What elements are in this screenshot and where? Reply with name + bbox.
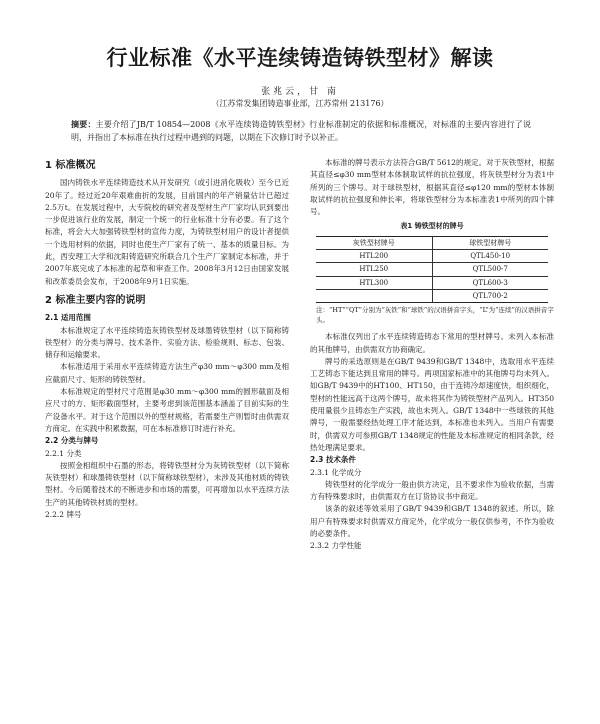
paragraph: 铸铁型材的化学成分一般由供方决定，且不要求作为验收依据，当需方有特殊要求时，由供需双方在订货协议书中商定。 xyxy=(310,479,554,502)
subsubsection-heading-2-2-1: 2.2.1 分类 xyxy=(45,448,82,458)
table-cell: HTL300 xyxy=(316,276,432,289)
table-header-cell: 灰铁型材牌号 xyxy=(316,236,432,249)
subsection-heading-2-3: 2.3 技术条件 xyxy=(310,455,356,465)
abstract-text: 主要介绍了JB/T 10854—2008《水平连续铸造铸铁型材》行业标准制定的依据和标准概况，对标准的主要内容进行了说明，并指出了本标准在执行过程中遇到的问题，以期在下次修订时予以补正。 xyxy=(71,120,532,142)
paragraph: 国内铸铁水平连续铸造技术从开发研究（或引进消化吸收）至今已近20年了。经过近20年艰难曲折的发展，目前国内的年产销量估计已超过2.5万t。在发展过程中，大专院校的研究者及型材生产厂家均认识到要出一步促进该行业的发展，制定一个统一的行业标准十分有必要。有了这个标准，将会大大加强铸铁型材的宣传力度，为铸铁型材用户的设计者提供一个选用材料的依据，同时也使生产厂家有了统一、基本的质量目标。为此，西安理工大学和沈阳铸造研究所联合几个生产厂家制定本标准，并于2007年底完成了本标准的起草和审查工作。2008年3月12日由国家发展和改革委员会发布，于2008年9月1日实施。 xyxy=(45,178,289,286)
subsubsection-heading-2-2-2: 2.2.2 牌号 xyxy=(45,510,82,520)
paper-title: 行业标准《水平连续铸造铸铁型材》解读 xyxy=(106,46,494,70)
table-note: 注：“HT”“QT”分别为“灰铁”和“球铁”的汉语拼音字头，“L”为“连续”的汉语拼音字头。 xyxy=(316,306,554,325)
table-cell: HTL250 xyxy=(316,263,432,276)
subsection-heading-2-1: 2.1 适用范围 xyxy=(45,313,91,323)
paragraph: 本标准仅列出了水平连续铸造铸态下常用的型材牌号。未列入本标准的其他牌号，由供需双方协商确定。 xyxy=(310,332,554,354)
right-column xyxy=(310,157,554,553)
authors: 张兆云，甘 南 xyxy=(261,87,339,97)
subsubsection-heading-2-3-1: 2.3.1 化学成分 xyxy=(310,467,362,477)
table-cell: QTL500-7 xyxy=(432,263,548,276)
paragraph: 本标准规定的型材尺寸范围是φ30 mm～φ300 mm的圆形截面及相应尺寸的方、矩形截面型材，主要考虑到该范围基本涵盖了目前实际的生产设备水平。对于这个范围以外的型材规格，若需要生产则暂时由供需双方商定。在实践中积累数据，可在本标准修订时进行补充。 xyxy=(45,387,289,433)
table-row xyxy=(316,263,548,276)
paragraph: 本标准适用于采用水平连续铸造方法生产φ30 mm～φ300 mm及相应截面尺寸、矩形的铸铁型材。 xyxy=(45,362,289,384)
table-cell xyxy=(316,289,432,302)
grade-table xyxy=(316,236,548,303)
paragraph: 本标准的牌号表示方法符合GB/T 5612的规定。对于灰铁型材，根据其直径≤φ30 mm型材本体制取试样的抗拉强度，将灰铁型材分为表1中所列的三个牌号。对于球铁型材，根据其直径≤φ120 mm的型材本体制取试样的抗拉强度和伸长率，将球铁型材分为本标准表1中所列的四个牌号。 xyxy=(310,158,554,217)
paragraph: 按照金相组织中石墨的形态，将铸铁型材分为灰铸铁型材（以下简称灰铁型材）和球墨铸铁型材（以下简称球铁型材），未涉及其他材质的铸铁型材。今后随着技术的不断进步和市场的需要，可再增加以水平连续方法生产的其他铸铁材质的型材。 xyxy=(45,460,289,507)
paragraph: 本标准规定了水平连续铸造灰铸铁型材及球墨铸铁型材（以下简称铸铁型材）的分类与牌号、技术条件、实验方法、检验规则、标志、包装、储存和运输要求。 xyxy=(45,325,289,360)
table-row xyxy=(316,276,548,289)
abstract-label: 摘要： xyxy=(71,119,96,129)
table-cell: QTL600-3 xyxy=(432,276,548,289)
left-column xyxy=(45,157,289,521)
subsection-heading-2-2: 2.2 分类与牌号 xyxy=(45,436,99,446)
section-heading-1: 1 标准概况 xyxy=(45,160,96,171)
table-cell: QTL450-10 xyxy=(432,250,548,263)
table-header-cell: 球铁型材牌号 xyxy=(432,236,548,249)
table-caption: 表1 铸铁型材的牌号 xyxy=(400,222,464,231)
section-heading-2: 2 标准主要内容的说明 xyxy=(45,294,146,306)
table-header-row xyxy=(316,236,548,249)
table-cell: QTL700-2 xyxy=(432,289,548,302)
table-row xyxy=(316,289,548,302)
table-cell: HTL200 xyxy=(316,250,432,263)
subsubsection-heading-2-3-2: 2.3.2 力学性能 xyxy=(310,541,362,551)
affiliation: （江苏常发集团铸造事业部，江苏常州 213176） xyxy=(211,99,389,108)
paragraph: 该条的叙述等效采用了GB/T 9439和GB/T 1348的叙述。所以，除用户有特殊要求时供需双方商定外，化学成分一般仅供参考，不作为验收的必要条件。 xyxy=(310,504,554,539)
table-row xyxy=(316,250,548,263)
paragraph: 牌号的采选原则是在GB/T 9439和GB/T 1348中，选取用水平连续工艺铸态下能达到且常用的牌号。两项国家标准中的其他牌号均未列入。如GB/T 9439中的HT100、HT150，由于连铸冷却速度快，组织细化，型材的性能远高于这两个牌号，故未将其作为铸铁型材产品列入。HT350使用量很少且铸态生产实践，故也未列入。GB/T 1348中一些球铁的其他牌号，一般需要经热处理工序才能达到，本标准也未列入。当用户有需要时，供需双方可参照GB/T 1348规定的性能及本标准规定的相同条款，经热处理满足要求。 xyxy=(310,356,554,452)
abstract xyxy=(71,118,531,144)
